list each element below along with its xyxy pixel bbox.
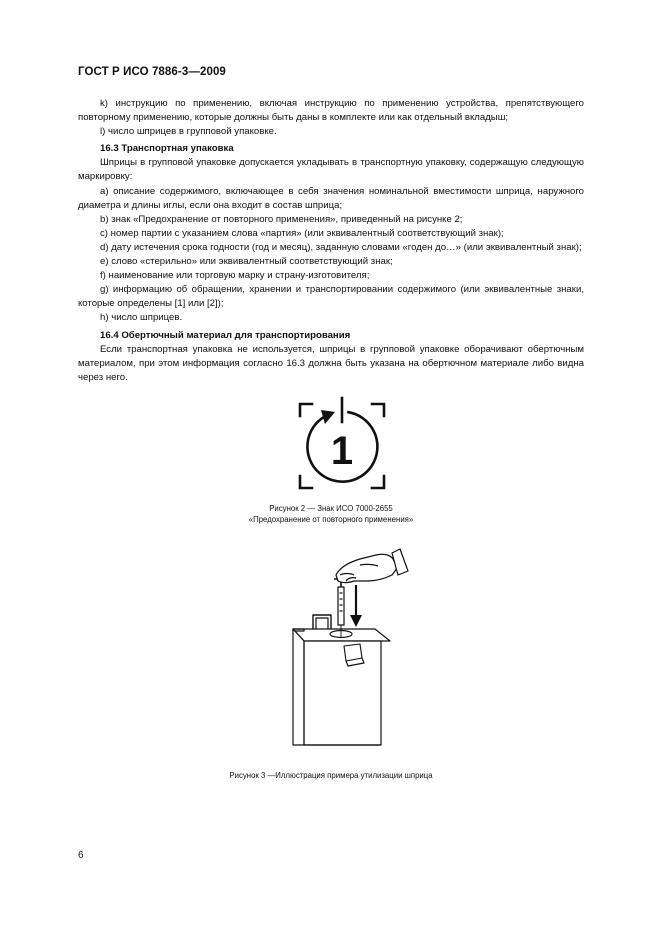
- figure-2-caption-line1: Рисунок 2 — Знак ИСО 7000-2655: [269, 504, 393, 513]
- list-item-c: c) номер партии с указанием слова «партия» (или эквивалентный соответствующий знак);: [100, 227, 504, 239]
- paragraph-transport-intro: Шприцы в групповой упаковке допускается укладывать в транспортную упаковку, содержащую следующую маркировку:: [78, 157, 584, 183]
- no-reuse-symbol-figure: [290, 394, 394, 498]
- figure-3-caption: Рисунок 3 —Иллюстрация примера утилизации шприца: [229, 771, 433, 780]
- document-header: ГОСТ Р ИСО 7886-3—2009: [78, 66, 226, 78]
- hand: [336, 554, 398, 582]
- body-text: [78, 97, 584, 385]
- corner-mark-bottom-left: [300, 476, 312, 488]
- list-item-k: k) инструкцию по применению, включая инструкцию по применению устройства, препятствующего повторному применению, которые должны быть даны в комплекте или как отдельный вкладыш;: [78, 98, 584, 124]
- list-item-b: b) знак «Предохранение от повторного применения», приведенный на рисунке 2;: [100, 213, 463, 225]
- symbol-digit: 1: [330, 429, 354, 473]
- list-item-l: l) число шприцев в групповой упаковке.: [100, 126, 277, 138]
- page-number: 6: [78, 850, 84, 861]
- list-item-d: d) дату истечения срока годности (год и месяц), заданную словами «годен до…» (или эквивалентный знак);: [100, 241, 582, 253]
- down-arrow-head: [350, 615, 362, 627]
- section-heading-16-3: 16.3 Транспортная упаковка: [100, 143, 234, 155]
- figure-2-caption: [78, 503, 584, 525]
- list-item-h: h) число шприцев.: [100, 312, 183, 324]
- syringe-disposal-illustration: [280, 545, 420, 765]
- list-item-e: e) слово «стерильно» или эквивалентный соответствующий знак;: [100, 256, 393, 268]
- corner-mark-top-left: [300, 404, 312, 416]
- list-item-g: g) информацию об обращении, хранении и транспортировании содержимого (или эквивалентные знаки, которые определены [1] или [2]);: [78, 284, 584, 310]
- arrow-head: [321, 410, 335, 424]
- paragraph-wrapping: Если транспортная упаковка не используется, шприцы в групповой упаковке оборачивают обертючным материалом, при этом информация согласно 16.3 должна быть указана на обертючном материале либо видна через него.: [78, 343, 584, 383]
- corner-mark-bottom-right: [372, 476, 384, 488]
- figure-2-caption-line2: «Предохранение от повторного применения»: [248, 515, 414, 524]
- list-item-f: f) наименование или торговую марку и страну-изготовителя;: [100, 270, 370, 282]
- list-item-a: a) описание содержимого, включающее в себя значения номинальной вместимости шприца, наружного диаметра и длины иглы, если она входит в состав шприца;: [78, 185, 584, 211]
- box-label: [344, 644, 362, 661]
- section-heading-16-4: 16.4 Обертючный материал для транспортирования: [100, 329, 351, 341]
- corner-mark-top-right: [372, 404, 384, 416]
